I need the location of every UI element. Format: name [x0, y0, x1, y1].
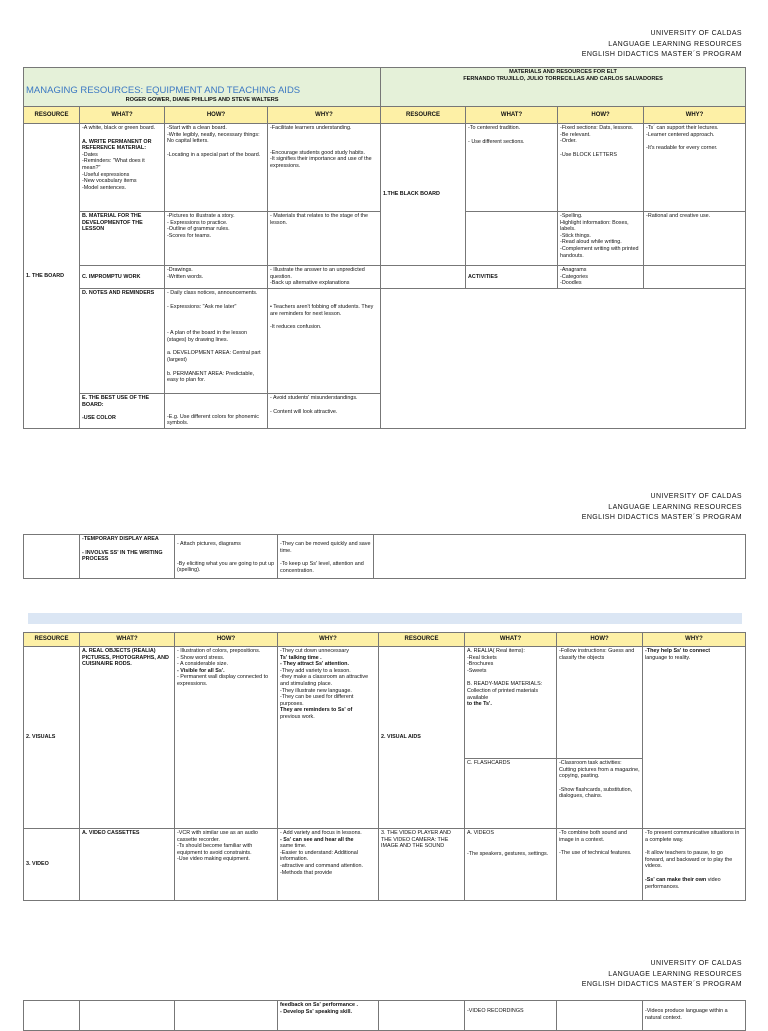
cell-heading: A. WRITE PERMANENT OR REFERENCE MATERIAL:: [82, 138, 152, 152]
cell-text: - Content will look attractive.: [270, 408, 338, 415]
cell-text: - A plan of the board in the lesson (stages) by drawing lines.: [167, 330, 248, 343]
header-university: UNIVERSITY OF CALDAS: [650, 493, 742, 500]
header-department: LANGUAGE LEARNING RESOURCES: [608, 503, 742, 511]
cell-emphasis: - Visible for all Ss'.: [177, 667, 225, 674]
visuals-how: [175, 647, 278, 829]
col-what-2: WHAT?: [466, 107, 558, 124]
board-resource: 1. THE BOARD: [24, 124, 80, 429]
lesson-material-why: - Materials that relates to the stage of the lesson.: [268, 212, 381, 266]
cell-text: -To keep up Ss' level, attention and concentration.: [280, 561, 364, 574]
col-why: WHY?: [268, 107, 381, 124]
realia-how: -Follow instructions: Guess and classify the objects: [557, 647, 643, 759]
visuals-what: A. REAL OBJECTS (REALIA) PICTURES, PHOTOGRAPHS, AND CUISINAIRE RODS.: [80, 647, 175, 829]
cell-text: -VIDEO RECORDINGS: [467, 1008, 524, 1014]
cell-text: A. REALIA( Real items): -Real tickets -Brochures -Sweets: [467, 648, 525, 674]
left-book-authors: ROGER GOWER, DIANE PHILLIPS AND STEVE WALTERS: [125, 97, 279, 104]
cell-text: -They add variety to a lesson. -they make a classroom an attractive and stimulating place. -They illustrate new language. -They can be used for different purposes.: [280, 667, 369, 707]
empty-cell: [381, 289, 746, 429]
videos-how: [557, 829, 643, 901]
cell-heading: - INVOLVE SS' IN THE WRITING PROCESS: [82, 549, 163, 563]
table-row: [24, 829, 746, 901]
videos-why: [643, 829, 746, 901]
display-area-what: [80, 535, 175, 579]
cell-heading: -USE COLOR: [82, 415, 116, 422]
blackboard-how: [558, 124, 644, 212]
video-how: -VCR with similar use as an audio cassette recorder. -Ts should become familiar with equipment to avoid constraints. -Use video making equipment.: [175, 829, 278, 901]
cell-text: • Teachers aren't fobbing off students. They are reminders for next lesson.: [270, 304, 374, 317]
notes-why: [268, 289, 381, 394]
col-what-2: WHAT?: [465, 633, 557, 647]
cell-text: b. PERMANENT AREA: Predictable, easy to plan for.: [167, 370, 255, 384]
video-recordings-what: [465, 1001, 557, 1031]
cell-text: previous work.: [280, 713, 315, 720]
blackboard-why: [644, 124, 746, 212]
cell-text: -Fixed sections: Dats, lessons. -Be relevant. -Order.: [560, 125, 634, 145]
board-use-why: [268, 394, 381, 429]
realia-what: [465, 647, 557, 759]
table-row: [24, 289, 746, 394]
cell-text: -Locating in a special part of the board.: [167, 151, 261, 158]
cell-text: -Encourage students good study habits. -It signifies their importance and use of the expressions.: [270, 149, 372, 169]
left-title-cell: [24, 68, 381, 107]
col-resource: RESOURCE: [24, 107, 80, 124]
left-book-title: MANAGING RESOURCES: EQUIPMENT AND TEACHING AIDS: [26, 85, 301, 97]
table-row: [24, 124, 746, 212]
flashcards-how: [557, 759, 643, 829]
videos-what: [465, 829, 557, 901]
col-why-2: WHY?: [643, 633, 746, 647]
cell-emphasis: to the Ts'.: [467, 701, 492, 708]
col-why: WHY?: [278, 633, 379, 647]
flashcards-what: C. FLASHCARDS: [465, 759, 557, 829]
cell-text: video performances.: [645, 876, 721, 890]
col-how: HOW?: [165, 107, 268, 124]
lesson-material-what: B. MATERIAL FOR THE DEVELOPMENTOF THE LESSON: [80, 212, 165, 266]
cell-text: -The use of technical features.: [559, 850, 632, 857]
cell-text: - Daily class notices, announcements.: [167, 290, 258, 296]
cell-text: -Start with a clean board. -Write legibly, neatly, necessary things: No capital letters.: [167, 125, 260, 145]
visuals-resource: 2. VISUALS: [24, 647, 80, 829]
column-header-row: [24, 633, 746, 647]
visuals-video-table: [23, 632, 746, 901]
activities-what: ACTIVITIES: [466, 266, 558, 289]
video-recordings-why: [643, 1001, 746, 1031]
section-band: [28, 613, 742, 624]
table-row: [24, 535, 746, 579]
cell-text: -It reduces confusion.: [270, 324, 322, 331]
cell-emphasis: -Ss' can make their own: [645, 876, 707, 883]
col-how: HOW?: [175, 633, 278, 647]
blackboard-resource: 1.THE BLACK BOARD: [381, 124, 466, 266]
cell-text: - Expressions: "Ask me later": [167, 303, 237, 310]
col-resource-2: RESOURCE: [379, 633, 465, 647]
blackboard-why-2: -Rational and creative use.: [644, 212, 746, 266]
cell-text: A. VIDEOS: [467, 830, 494, 836]
activities-how: -Anagrams -Categories -Doodles: [558, 266, 644, 289]
column-header-row: [24, 107, 746, 124]
cell-text: same time. -Easier to understand: Additional information. -attractive and command attention. -Methods that provide: [280, 843, 363, 876]
cell-text: -Ts´ can support their lectures. -Learner centered approach.: [646, 125, 719, 138]
video-why: [278, 829, 379, 901]
cell-emphasis: -They help Ss' to connect: [645, 648, 711, 654]
cell-emphasis: Ts' talking time .: [280, 654, 322, 661]
header-program: ENGLISH DIDACTICS MASTER´S PROGRAM: [581, 981, 742, 988]
visuals-why: [278, 647, 379, 829]
cell-text: -A white, black or green board.: [82, 125, 156, 131]
resources-comparison-table: [23, 67, 746, 429]
blackboard-what: [466, 124, 558, 212]
col-how-2: HOW?: [558, 107, 644, 124]
cell-heading: -TEMPORARY DISPLAY AREA: [82, 536, 159, 542]
impromptu-what: C. IMPROMPTU WORK: [80, 266, 165, 289]
institution-header-3: [582, 959, 742, 991]
header-department: LANGUAGE LEARNING RESOURCES: [608, 40, 742, 48]
col-resource-2: RESOURCE: [381, 107, 466, 124]
cell-text: - Add variety and focus in lessons.: [280, 830, 362, 836]
table-row: [24, 266, 746, 289]
cell-heading: E. THE BEST USE OF THE BOARD:: [82, 395, 150, 408]
video-what: A. VIDEO CASSETTES: [80, 829, 175, 901]
visual-aids-resource: 2. VISUAL AIDS: [379, 647, 465, 829]
cell-text: -Videos produce language within a natural context.: [645, 1008, 728, 1021]
institution-header-2: [582, 492, 742, 524]
impromptu-why: - Illustrate the answer to an unpredicted question. -Back up alternative explanations: [268, 266, 381, 289]
cell-text: -Show flashcards, substitution, dialogues, chains.: [559, 786, 633, 800]
board-continuation-table: [23, 534, 746, 579]
col-what: WHAT?: [80, 633, 175, 647]
cell-text: -To centered tradition.: [468, 125, 521, 131]
blackboard-how-2: -Spelling. Highlight information: Boxes, labels. -Stick things. -Read aloud while writing. -Complement writing with printed handouts.: [558, 212, 644, 266]
cell-text: - Permanent wall display connected to expressions.: [177, 674, 269, 687]
col-resource: RESOURCE: [24, 633, 80, 647]
display-area-how: [175, 535, 278, 579]
cell-text: language to reality.: [645, 654, 691, 661]
cell-text: -To combine both sound and image in a context.: [559, 830, 628, 843]
col-what: WHAT?: [80, 107, 165, 124]
video-feedback-why: [278, 1001, 379, 1031]
cell-text: a. DEVELOPMENT AREA: Central part (largest): [167, 350, 261, 363]
cell-emphasis: - Develop Ss' speaking skill.: [280, 1008, 352, 1015]
table-row: [24, 1001, 746, 1031]
header-university: UNIVERSITY OF CALDAS: [650, 960, 742, 967]
lesson-material-how: -Pictures to illustrate a story. - Expressions to practice. -Outline of grammar rules. -Scores for teams.: [165, 212, 268, 266]
board-use-what: [80, 394, 165, 429]
cell-text: - Illustration of colors, prepositions. - Show word stress. - A considerable size.: [177, 648, 261, 668]
permanent-material-what: [80, 124, 165, 212]
cell-emphasis: feedback on Ss' performance .: [280, 1002, 358, 1008]
header-university: UNIVERSITY OF CALDAS: [650, 30, 742, 37]
institution-header: [582, 29, 742, 61]
cell-text: B. READY-MADE MATERIALS: Collection of printed materials available: [467, 681, 543, 701]
table-row: [24, 647, 746, 759]
col-why-2: WHY?: [644, 107, 746, 124]
cell-text: - Attach pictures, diagrams: [177, 541, 241, 547]
col-how-2: HOW?: [557, 633, 643, 647]
cell-text: -To present communicative situations in a complete way.: [645, 830, 740, 843]
realia-why: [643, 647, 746, 829]
cell-text: - Use different sections.: [468, 138, 525, 145]
header-program: ENGLISH DIDACTICS MASTER´S PROGRAM: [581, 51, 742, 58]
cell-text: -It allow teachers to pause, to go forward, and backward or to play the videos.: [645, 850, 733, 870]
cell-emphasis: They are reminders to Ss' of: [280, 707, 353, 714]
display-area-why: [278, 535, 374, 579]
cell-text: -Facilitate learners understanding.: [270, 125, 352, 131]
cell-emphasis: - They attract Ss' attention.: [280, 661, 349, 668]
video-continuation-table: [23, 1000, 746, 1031]
cell-text: -The speakers, gestures, settings.: [467, 850, 549, 857]
notes-what: D. NOTES AND REMINDERS: [80, 289, 165, 394]
cell-text: -They can be moved quickly and save time.: [280, 541, 371, 554]
permanent-material-how: [165, 124, 268, 212]
header-program: ENGLISH DIDACTICS MASTER´S PROGRAM: [581, 514, 742, 521]
impromptu-how: -Drawings. -Written words.: [165, 266, 268, 289]
right-book-title: MATERIALS AND RESOURCES FOR ELT: [509, 69, 617, 75]
right-title-cell: [381, 68, 746, 107]
cell-text: - Avoid students' misunderstandings.: [270, 395, 358, 401]
header-department: LANGUAGE LEARNING RESOURCES: [608, 970, 742, 978]
video-resource: 3. VIDEO: [24, 829, 80, 901]
right-book-authors: FERNANDO TRUJILLO, JULIO TORRECILLAS AND CARLOS SALVADORES: [463, 75, 663, 82]
cell-text: -It's readable for every corner.: [646, 145, 718, 152]
video-player-resource: 3. THE VIDEO PLAYER AND THE VIDEO CAMERA: THE IMAGE AND THE SOUND: [379, 829, 465, 901]
board-use-how: -E.g. Use different colors for phonemic symbols.: [165, 394, 268, 429]
cell-text: -Classroom task activities: Cutting pictures from a magazine, copying, pasting.: [559, 760, 640, 780]
cell-text: -Use BLOCK LETTERS: [560, 151, 617, 158]
cell-text: -Dates -Reminders: "What does it mean?" -Useful expressions -New vocabulary items -Model sentences.: [82, 151, 145, 191]
permanent-material-why: [268, 124, 381, 212]
cell-text: -They cut down unnecessary: [280, 648, 349, 654]
cell-emphasis: - Ss' can see and hear all the: [280, 836, 354, 843]
cell-text: -By eliciting what you are going to put up (spelling).: [177, 560, 275, 574]
notes-how: [165, 289, 268, 394]
